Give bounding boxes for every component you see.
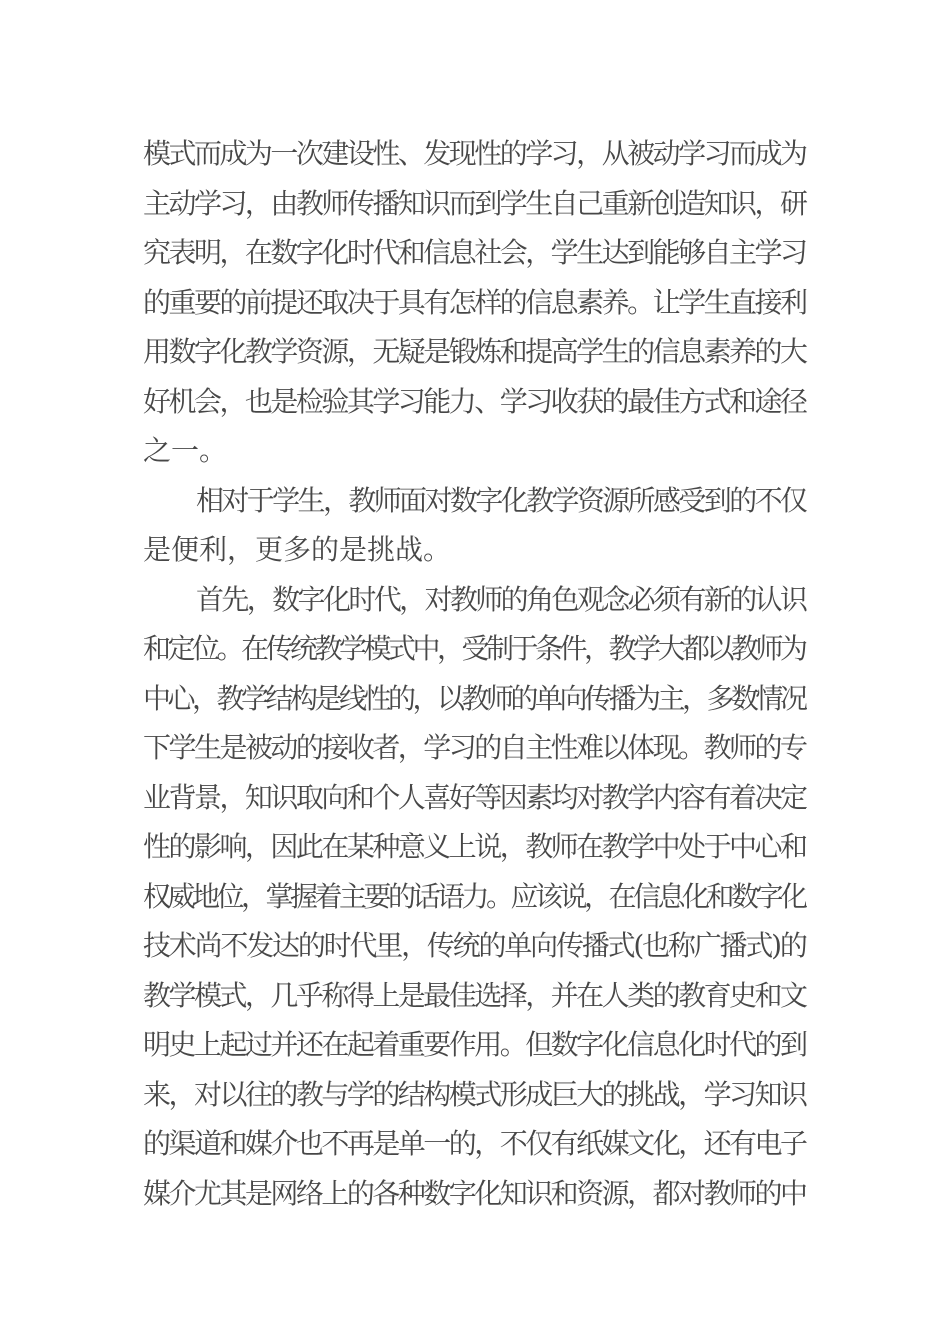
paragraph-3 xyxy=(143,575,808,1219)
text-line xyxy=(143,327,808,377)
text-line-content: 是便利，更多的是挑战。 xyxy=(143,533,452,566)
text-line-content: 来，对以往的教与学的结构模式形成巨大的挑战，学习知识 xyxy=(143,1077,806,1111)
text-line xyxy=(143,575,808,625)
text-line-content: 业背景，知识取向和个人喜好等因素均对教学内容有着决定 xyxy=(143,780,806,814)
text-line xyxy=(143,476,808,526)
text-line-content: 中心，教学结构是线性的，以教师的单向传播为主，多数情况 xyxy=(143,681,805,715)
document-body-text xyxy=(143,129,808,1218)
text-line-content: 相对于学生，教师面对数字化教学资源所感受到的不仅 xyxy=(196,483,806,517)
text-line xyxy=(143,426,808,476)
text-line-content: 的渠道和媒介也不再是单一的，不仅有纸媒文化，还有电子 xyxy=(143,1127,806,1160)
text-line xyxy=(143,624,808,674)
text-line-content: 好机会，也是检验其学习能力、学习收获的最佳方式和途径 xyxy=(143,384,806,418)
text-line-content: 媒介尤其是网络上的各种数字化知识和资源，都对教师的中 xyxy=(143,1176,806,1210)
text-line xyxy=(143,278,808,328)
text-line-content: 性的影响，因此在某种意义上说，教师在教学中处于中心和 xyxy=(143,830,806,863)
text-line xyxy=(143,525,808,575)
text-line xyxy=(143,1070,808,1120)
text-line xyxy=(143,1119,808,1169)
text-line xyxy=(143,228,808,278)
text-line-content: 和定位。在传统教学模式中，受制于条件，教学大都以教师为 xyxy=(143,632,805,665)
text-line-content: 技术尚不发达的时代里，传统的单向传播式(也称广播式)的 xyxy=(143,929,806,962)
text-line-content: 教学模式，几乎称得上是最佳选择，并在人类的教育史和文 xyxy=(143,978,806,1012)
text-line xyxy=(143,723,808,773)
text-line xyxy=(143,921,808,971)
text-line-content: 下学生是被动的接收者，学习的自主性难以体现。教师的专 xyxy=(143,731,806,764)
paragraph-1-continuation xyxy=(143,129,808,476)
text-line xyxy=(143,773,808,823)
text-line-content: 权威地位，掌握着主要的话语力。应该说，在信息化和数字化 xyxy=(143,879,805,913)
text-line-content: 主动学习，由教师传播知识而到学生自己重新创造知识，研 xyxy=(143,186,806,220)
text-line xyxy=(143,971,808,1021)
paragraph-2 xyxy=(143,476,808,575)
text-line xyxy=(143,872,808,922)
text-line xyxy=(143,129,808,179)
text-line-content: 之一。 xyxy=(143,434,228,467)
text-line xyxy=(143,377,808,427)
text-line-content: 究表明，在数字化时代和信息社会，学生达到能够自主学习 xyxy=(143,236,806,269)
text-line xyxy=(143,1020,808,1070)
text-line-content: 明史上起过并还在起着重要作用。但数字化信息化时代的到 xyxy=(143,1028,806,1061)
text-line xyxy=(143,179,808,229)
text-line-content: 用数字化教学资源，无疑是锻炼和提高学生的信息素养的大 xyxy=(143,335,806,368)
text-line xyxy=(143,822,808,872)
text-line-content: 的重要的前提还取决于具有怎样的信息素养。让学生直接利 xyxy=(143,285,806,319)
text-line-content: 首先，数字化时代，对教师的角色观念必须有新的认识 xyxy=(196,582,806,616)
text-line xyxy=(143,674,808,724)
text-line xyxy=(143,1169,808,1219)
text-line-content: 模式而成为一次建设性、发现性的学习，从被动学习而成为 xyxy=(143,137,806,170)
